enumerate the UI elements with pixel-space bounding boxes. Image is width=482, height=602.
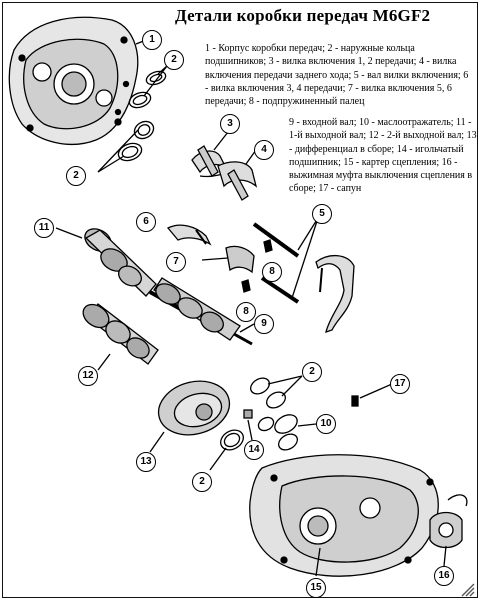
callout-11: 11 <box>34 218 54 238</box>
legend-parts-1-8: 1 - Корпус коробки передач; 2 - наружные кольца подшипников; 3 - вилка включения 1, 2 передачи; 4 - вилка включения передачи заднего хода; 5 - вал вилки включения; 6 - вилка включения 3, 4 передачи; 7 - вилка включения 5, 6 передачи; 8 - подпружиненный палец <box>205 43 469 108</box>
callout-16: 16 <box>434 566 454 586</box>
oil-deflector-drawing <box>272 411 316 453</box>
callout-5: 5 <box>312 204 332 224</box>
callout-1: 1 <box>142 30 162 50</box>
callout-6: 6 <box>136 212 156 232</box>
callout-9: 9 <box>254 314 274 334</box>
clutch-housing-drawing <box>250 455 439 576</box>
callout-8: 8 <box>236 302 256 322</box>
callout-2: 2 <box>192 472 212 492</box>
callout-15: 15 <box>306 578 326 598</box>
callout-13: 13 <box>136 452 156 472</box>
breather-drawing <box>352 384 392 406</box>
callout-17: 17 <box>390 374 410 394</box>
callout-2: 2 <box>66 166 86 186</box>
callout-4: 4 <box>254 140 274 160</box>
callout-3: 3 <box>220 114 240 134</box>
figure-title: Детали коробки передач M6GF2 <box>175 6 431 25</box>
gearbox-housing-drawing <box>9 17 146 144</box>
second-output-shaft-drawing <box>79 300 158 370</box>
callout-12: 12 <box>78 366 98 386</box>
resize-grip-icon <box>460 582 476 598</box>
callout-2: 2 <box>164 50 184 70</box>
needle-bearing-drawing <box>244 410 252 440</box>
callout-8: 8 <box>262 262 282 282</box>
callout-7: 7 <box>166 252 186 272</box>
callout-2: 2 <box>302 362 322 382</box>
callout-10: 10 <box>316 414 336 434</box>
differential-drawing <box>150 374 236 452</box>
legend-parts-9-17: 9 - входной вал; 10 - маслоотражатель; 11 - 1-й выходной вал; 12 - 2-й выходной вал; 13 - дифференциал в сборе; 14 - игольчатый подшипник; 15 - картер сцепления; 16 - выжимная муфта выключения сцепления в сборе; 17 - сапун <box>289 117 477 195</box>
shift-forks-3-4-drawing <box>192 132 256 200</box>
callout-14: 14 <box>244 440 264 460</box>
